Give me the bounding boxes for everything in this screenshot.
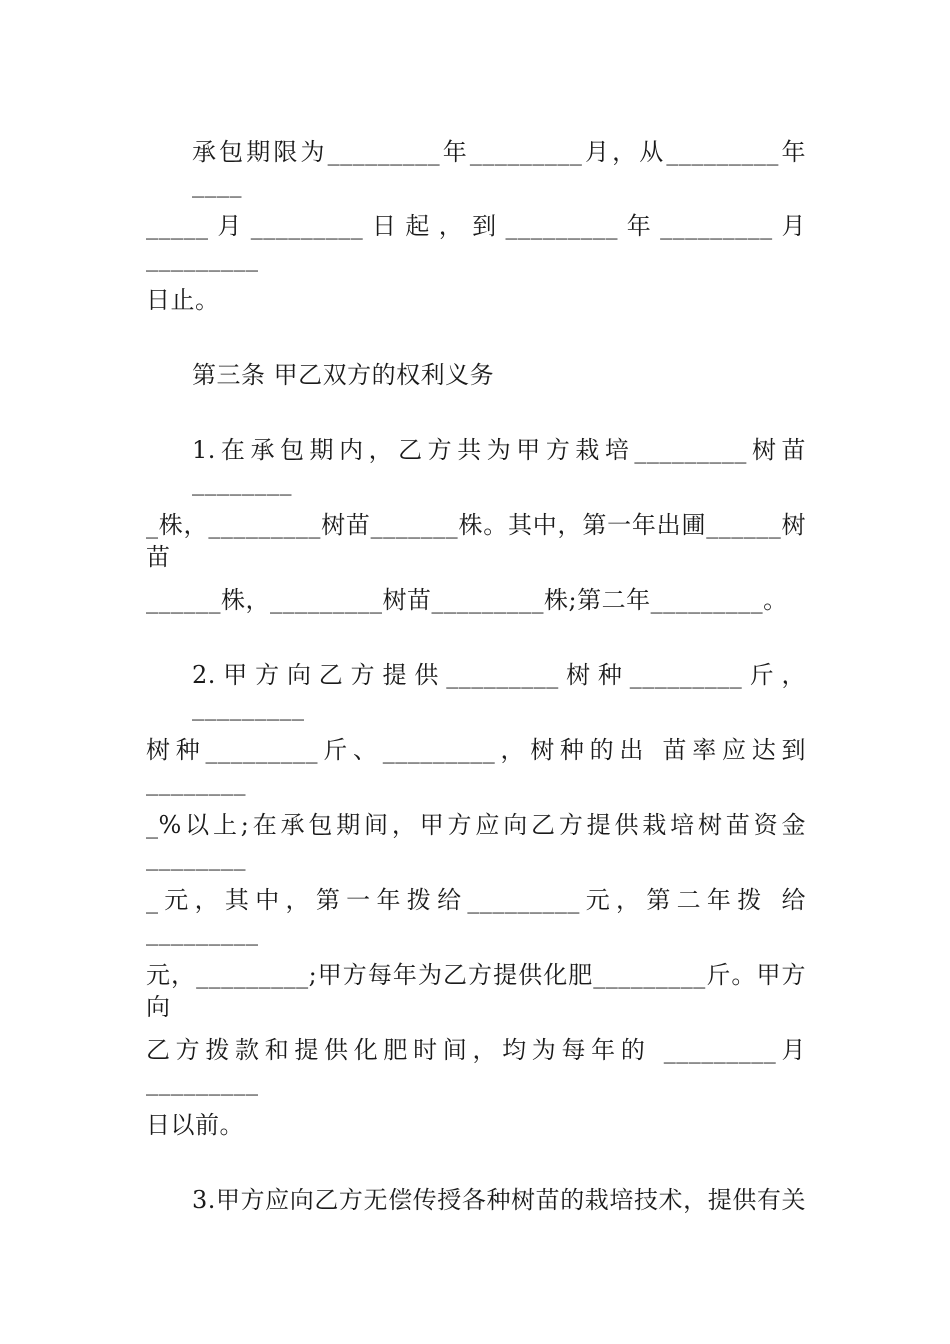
section-heading-article-3: 第三条 甲乙双方的权利义务 [192,361,495,389]
text-line-item-2-e: 元，_________;甲方每年为乙方提供化肥_________斤。甲方向 [146,961,806,1021]
text-line-item-1-b: _株，_________树苗_______株。其中，第一年出圃______树苗 [146,511,806,571]
text-line-item-1-a: 1.在承包期内，乙方共为甲方栽培_________树苗________ [192,436,806,496]
text-line-item-2-b: 树种_________斤、_________，树种的出 苗率应达到________ [146,736,806,796]
text-line-item-2-g: 日以前。 [146,1111,244,1139]
text-line-item-2-d: _元，其中，第一年拨给_________元，第二年拨 给_________ [146,886,806,946]
text-line-item-1-c: ______株，_________树苗_________株;第二年_________。 [146,586,788,614]
text-line-item-2-c: _%以上;在承包期间，甲方应向乙方提供栽培树苗资金________ [146,811,806,871]
text-line-contract-dates: _____月_________日起，到_________年_________月_________ [146,212,806,272]
text-line-item-2-a: 2.甲方向乙方提供_________树种_________斤，_________ [192,661,806,721]
text-line-end: 日止。 [146,286,220,314]
text-line-contract-term: 承包期限为_________年_________月，从_________年____ [192,138,806,198]
text-line-item-3-a: 3.甲方应向乙方无偿传授各种树苗的栽培技术，提供有关 [192,1186,806,1214]
text-line-item-2-f: 乙方拨款和提供化肥时间，均为每年的 _________月_________ [146,1036,806,1096]
